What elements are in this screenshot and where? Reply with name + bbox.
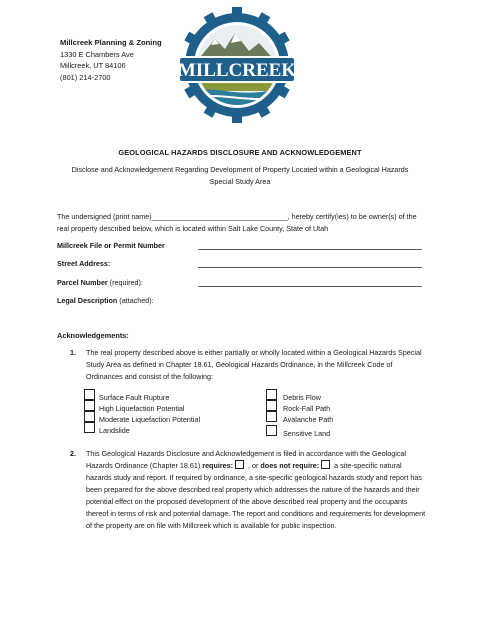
hazard-label: Avalanche Path <box>283 415 334 424</box>
logo-text: MILLCREEK <box>178 60 296 81</box>
checkbox-landslide[interactable] <box>84 422 95 433</box>
org-address-block <box>60 37 162 83</box>
hazard-label: Moderate Liquefaction Potential <box>99 415 201 424</box>
checkbox-rock-fall-path[interactable] <box>266 400 277 411</box>
hazard-label: Surface Fault Rupture <box>99 393 170 402</box>
checkbox-high-liquefaction[interactable] <box>84 400 95 411</box>
street-address-line[interactable] <box>198 267 422 268</box>
checkbox-surface-fault-rupture[interactable] <box>84 389 95 400</box>
requires-checkbox[interactable] <box>235 460 244 469</box>
hazard-label: Landslide <box>99 426 130 435</box>
item-number-2: 2. <box>70 449 76 458</box>
checkbox-moderate-liquefaction[interactable] <box>84 411 95 422</box>
hazard-label: Debris Flow <box>283 393 321 402</box>
hazard-label: High Liquefaction Potential <box>99 404 185 413</box>
hazard-label: Rock-Fall Path <box>283 404 331 413</box>
file-number-label: Millcreek File or Permit Number <box>57 241 165 250</box>
org-address-line2: Millcreek, UT 84106 <box>60 61 126 70</box>
does-not-require-checkbox[interactable] <box>321 460 330 469</box>
street-address-label: Street Address: <box>57 259 111 268</box>
checkbox-debris-flow[interactable] <box>266 389 277 400</box>
parcel-number-label: Parcel Number (required): <box>57 278 143 287</box>
item-1-text: The real property described above is either partially or wholly located within a Geological Hazards Special Study Area as defined in Chapter 18.61, Geological Hazards Ordinance, in the Millcreek Code of Ordinances and consist of the following: <box>86 348 422 381</box>
org-phone: (801) 214-2700 <box>60 72 111 82</box>
item-2-text: This Geological Hazards Disclosure and Acknowledgement is filed in accordance with the Geological Hazards Ordinance (Chapter 18.61) requires: , or does not require: a site-specific natural hazards study and report. If required by ordinance, a site-specific geological hazards study and report has been prepared for the above described real property which addresses the nature of the hazards and their potential effect on the proposed development of the above described real property and the occupants thereof in terms of risk and potential damage. The report and conditions and requirements for development of the property are on file with Millcreek which is available for public inspection. <box>86 449 426 530</box>
document-subtitle: Disclose and Acknowledgement Regarding Development of Property Located within a Geological Hazards Special Study Area <box>71 165 409 186</box>
file-number-line[interactable] <box>198 249 422 250</box>
parcel-number-line[interactable] <box>198 286 422 287</box>
checkbox-sensitive-land[interactable] <box>266 425 277 436</box>
intro-paragraph: The undersigned (print name)__________________________________, hereby certify(ies) to be owner(s) of the real property described below, which is located within Salt Lake County, State of Utah <box>57 212 417 233</box>
item-number-1: 1. <box>70 348 76 357</box>
org-name: Millcreek Planning & Zoning <box>60 38 162 47</box>
checkbox-avalanche-path[interactable] <box>266 411 277 422</box>
acknowledgements-heading: Acknowledgements: <box>57 331 129 340</box>
legal-description-label: Legal Description (attached): <box>57 296 154 305</box>
document-title: GEOLOGICAL HAZARDS DISCLOSURE AND ACKNOWLEDGEMENT <box>118 148 362 157</box>
millcreek-logo <box>178 7 296 123</box>
hazard-label: Sensitive Land <box>283 429 331 438</box>
org-address-line1: 1330 E Chambers Ave <box>60 49 134 59</box>
